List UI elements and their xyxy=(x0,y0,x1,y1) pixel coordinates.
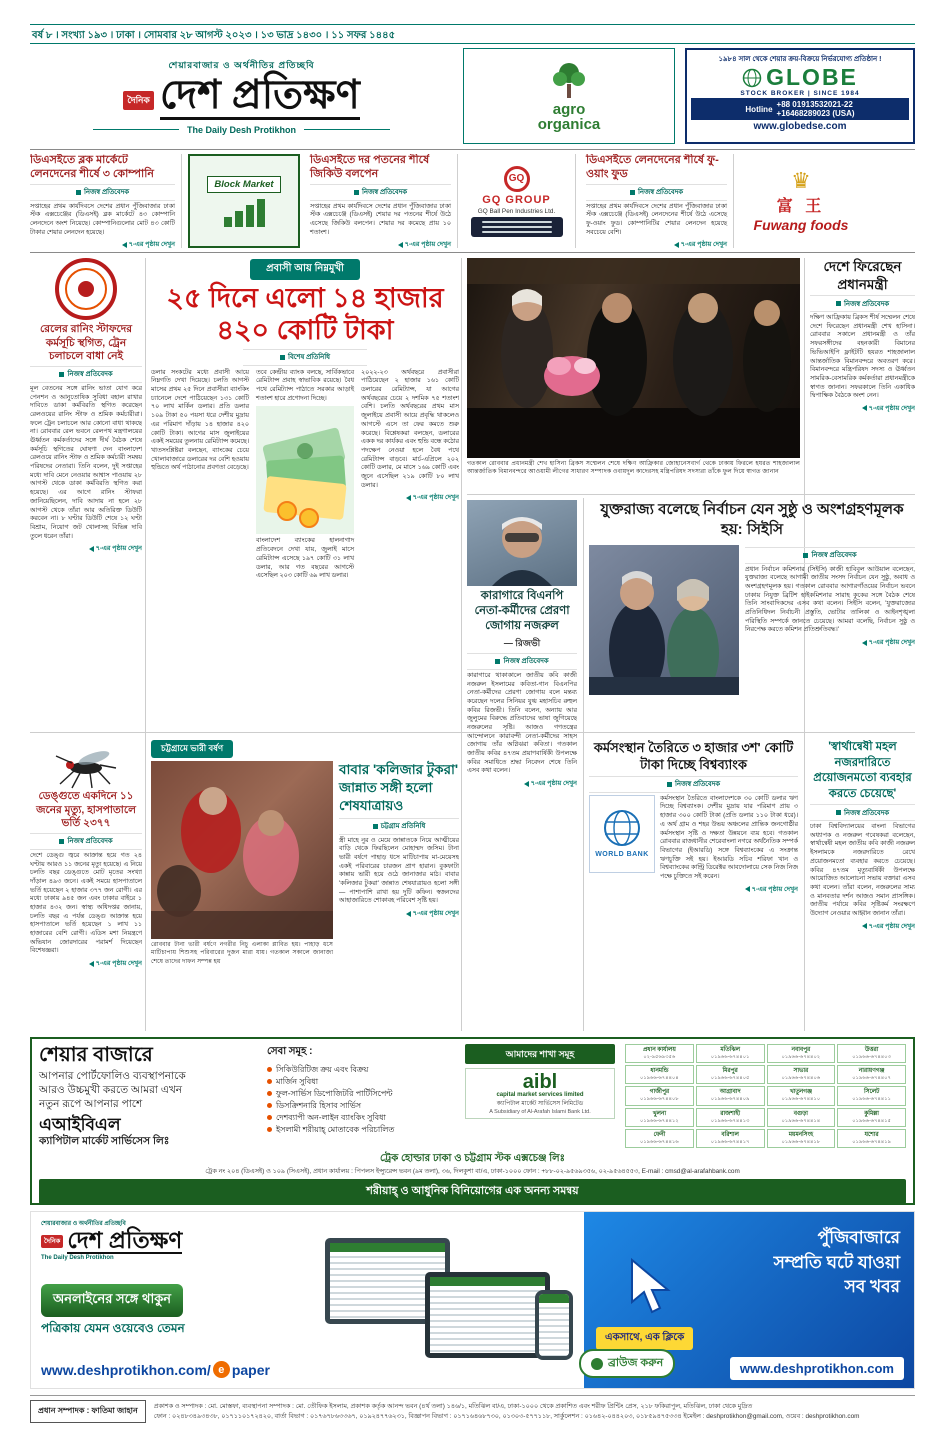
arrow-left-icon xyxy=(524,781,529,787)
services-title: সেবা সমূহ : xyxy=(267,1046,313,1057)
agro-line1: agro xyxy=(552,101,586,118)
article-headline: বাবার 'কলিজার টুকরা' জান্নাত সঙ্গী হলো শেষযাত্রায়ও xyxy=(339,762,459,814)
article-cec-uk xyxy=(589,500,915,730)
lead-body-col2b: বাংলাদেশ ব্যাংকের হালনাগাদ প্রতিবেদনে দেখা যায়, জুলাই মাসে রেমিট্যান্স এসেছে ১৯৭ কোটি ৩১ লাখ ডলার, আর গত বছরের আগস্টে এসেছিল ২০৩ কোটি ৬৯ লাখ ডলার। xyxy=(256,537,354,580)
article-pm-return xyxy=(810,258,915,490)
jump-to-page7-link[interactable]: ৭-এর পৃষ্ঠায় দেখুন xyxy=(30,239,175,248)
jump-to-page7-link[interactable]: ৭-এর পৃষ্ঠায় দেখুন xyxy=(30,958,142,969)
lead-body-col1: ডলার সংকটের মধ্যে প্রবাসী আয়ে নিম্নগতি দেখা দিয়েছে। চলতি আগস্ট মাসের প্রথম ২৫ দিনে প্রবাসীরা ব্যাংকিং চ্যানেলে দেশে পাঠিয়েছেন ১৩১ কোটি ৭০ লাখ মার্কিন ডলার। প্রতি ডলার ১০৯ টাকা ৫০ পয়সা ধরে দেশীয় মুদ্রায় এর পরিমাণ দাঁড়ায় ১৪ হাজার ৪২০ কোটি টাকা। আগের মাস জুলাইয়ের একই সময়ের তুলনায় রেমিট্যান্স কমেছে। খাতসংশ্লিষ্টরা বলছেন, ব্যাংকের চেয়ে খোলাবাজারে ডলারের দর বেশি হওয়ায় হুন্ডিতে অর্থ পাঠানোর প্রবণতা বেড়েছে। xyxy=(151,368,249,472)
article-dengue xyxy=(30,738,142,1031)
fuwang-cjk: 富 王 xyxy=(776,197,826,215)
main-editorial-area xyxy=(30,258,915,1031)
jump-to-page7-link[interactable]: ৭-এর পৃষ্ঠায় দেখুন xyxy=(586,239,727,248)
article-nazrul-surveillance xyxy=(810,740,915,1031)
branch-cell: আগ্রাবাদ ০১৯৬৬-৬৭৪৪০৯ xyxy=(696,1086,765,1105)
arrow-left-icon xyxy=(862,923,867,929)
byline: নিজস্ব প্রতিবেদক xyxy=(310,184,451,201)
bullet-icon xyxy=(267,1103,272,1108)
byline-icon xyxy=(354,190,359,195)
aibl-slogan: শরীয়াহ্ ও আধুনিক বিনিয়োগের এক অনন্য সমন্বয় xyxy=(39,1179,906,1204)
byline: নিজস্ব প্রতিবেদক xyxy=(586,184,727,201)
ad-agro-organica xyxy=(463,48,675,144)
epaper-logo: শেয়ারবাজার ও অর্থনীতির প্রতিচ্ছবি দৈনিক দেশ প্রতিক্ষণ The Daily Desh Protikhon xyxy=(41,1221,183,1261)
aibl-address: ট্রেক নং ২০৪ (ডিএসই) ও ১০৯ (সিএসই), প্রধান কার্যালয় : পিপলস ইন্স্যুরেন্স ভবন (৯ম তলা), ৩৬, দিলকুশা বা/এ, ঢাকা-১০০০ ফোন : +৮৮-০২-৯৫৬৯৩৫৬, ০২-৯৫৬৪৫৫৩, E-mail : cmsd@al-arafahbank.com xyxy=(205,1168,740,1175)
imprint-line1: প্রকাশক ও সম্পাদক : মো. মোস্তফা, ব্যবস্থাপনা সম্পাদক : মো. তৌফিক ইসলাম, প্রকাশক কর্তৃক আনন্দ ভবন (৪র্থ তলা) ১৪৬/১, মতিঝিল বা/এ, ঢাকা-১০০০ থেকে প্রকাশিত এবং শরীফ প্রিন্টিং প্রেস, ২১৮ ফকিরাপুল, মতিঝিল, ঢাকা থেকে মুদ্রিত xyxy=(153,1402,753,1410)
aibl-brand: এআইবিএল xyxy=(39,1114,121,1134)
phone-screen-graphic xyxy=(535,1290,573,1360)
branch-cell: রাজশাহী ০১৯৬৬-৬৭৪৪১৩ xyxy=(696,1108,765,1127)
brief-body: সপ্তাহের প্রথম কার্যদিবসে দেশের প্রধান পুঁজিবাজার ঢাকা স্টক এক্সচেঞ্জে (ডিএসই) লেনদেনের শীর্ষে উঠে এসেছে ফু-ওয়াং ফুড। কোম্পানিটির শেয়ার লেনদেন হয়েছে সবচেয়ে বেশি। xyxy=(586,202,727,236)
agro-line2: organica xyxy=(537,116,601,133)
pm-arrival-photo-block xyxy=(467,258,800,492)
branch-cell: উত্তরা ০১৯৬৬-৬৭৪৪০৩ xyxy=(837,1044,906,1063)
article-body: দেশে ডেঙ্গু জ্বরে আক্রান্ত হয়ে গত ২৪ ঘণ্টায় আরও ১১ জনের মৃত্যু হয়েছে। এ নিয়ে চলতি বছর ডেঙ্গুতে মোট মৃতের সংখ্যা দাঁড়াল ৪৯৩ জনে। একই সময়ে হাসপাতালে ভর্তি হয়েছেন ২ হাজার ৩৭৭ জন রোগী। এর মধ্যে ঢাকায় ৯৪৫ জন এবং ঢাকার বাইরে ১ হাজার ৪৩২ জন। স্বাস্থ্য অধিদপ্তর জানায়, চলতি বছর এ পর্যন্ত ডেঙ্গু আক্রান্ত হয়ে হাসপাতালে ভর্তি হয়েছেন ১ লাখ ১১ হাজারের বেশি রোগী। এডিস মশা নিয়ন্ত্রণে অভিযান জোরদারের পরামর্শ দিয়েছেন বিশেষজ্ঞরা। xyxy=(30,851,142,955)
brief-block-market xyxy=(30,154,182,248)
arrow-left-icon xyxy=(862,405,867,411)
brief-fuwang-top xyxy=(582,154,734,248)
bullet-icon xyxy=(267,1079,272,1084)
brief-headline: ডিএসইতে লেনদেনের শীর্ষে ফু-ওয়াং ফুড xyxy=(586,154,719,180)
service-item: ফুল-সার্ভিস ডিপোজিটরি পার্টিসিপেন্ট xyxy=(267,1088,455,1100)
lead-body-col3: ২০২২-২৩ অর্থবছরে প্রবাসীরা পাঠিয়েছেন ২ হাজার ১৬১ কোটি ডলারের রেমিট্যান্স, যা আগের অর্থবছরের চেয়ে ২ দশমিক ৭৫ শতাংশ বেশি। চলতি অর্থবছরের প্রথম মাস জুলাইয়ে প্রবাসী আয়ে প্রবৃদ্ধি থাকলেও আগস্টে এসে তা ফের কমতে শুরু করেছে। বিশ্লেষকরা বলছেন, ডলারের একক দর কার্যকর এবং হুন্ডি বন্ধে কঠোর পদক্ষেপ নেওয়া হলে বৈধ পথে রেমিট্যান্স বাড়বে। মার্চ-এপ্রিলে ২০২ কোটি ডলার, মে মাসে ১৬৯ কোটি এবং জুনে এসেছিল ২১৯ কোটি ৮০ লাখ ডলার। xyxy=(361,368,459,489)
chief-editor-box: প্রধান সম্পাদক : ফাতিমা জাহান xyxy=(30,1400,146,1423)
byline-icon xyxy=(59,372,64,377)
stay-online-banner: অনলাইনের সঙ্গে থাকুন xyxy=(41,1284,183,1317)
article-world-bank-loan xyxy=(589,740,798,1031)
jump-to-page7-link[interactable]: ৭-এর পৃষ্ঠায় দেখুন xyxy=(310,239,451,248)
byline-icon xyxy=(495,659,500,664)
branch-cell: বগুড়া ০১৯৬৬-৬৭৪৪১৪ xyxy=(767,1108,836,1127)
jump-to-page7-link[interactable]: ৭-এর পৃষ্ঠায় দেখুন xyxy=(745,637,915,648)
bullet-icon xyxy=(267,1067,272,1072)
byline-icon xyxy=(667,782,672,787)
arrow-left-icon xyxy=(674,242,679,248)
jump-to-page7-link[interactable]: ৭-এর পৃষ্ঠায় দেখুন xyxy=(361,492,459,503)
brief-body: সপ্তাহের প্রথম কার্যদিবসে দেশের প্রধান পুঁজিবাজার ঢাকা স্টক এক্সচেঞ্জের (ডিএসই) ব্লক মার্কেটে ৪৩ কোম্পানি লেনদেনে অংশ নিয়েছে। কোম্পানিগুলোর মোট ৪৩ কোটি টাকার শেয়ার লেনদেন হয়েছে। xyxy=(30,202,175,236)
daily-badge: দৈনিক xyxy=(123,91,154,110)
byline: নিজস্ব প্রতিবেদক xyxy=(467,653,577,670)
branch-cell: বরিশাল ০১৯৬৬-৬৭৪৪১৭ xyxy=(696,1129,765,1148)
pm-photo-caption: গতকাল রোববার প্রধানমন্ত্রী শেখ হাসিনা ব্রিকস সম্মেলন শেষে দক্ষিণ আফ্রিকার জোহানেসবার্গ থেকে ঢাকায় ফিরলে হযরত শাহজালাল আন্তর্জাতিক বিমানবন্দরে আওয়ামী লীগের সাধারণ সম্পাদক ওবায়দুল কাদেরসহ মন্ত্রিপরিষদ সদস্যরা তাঁকে ফুল দিয়ে স্বাগত জানান xyxy=(467,460,800,476)
photo-caption: রোববার টানা ভারী বর্ষণে নগরীর নিচু এলাকা প্লাবিত হয়। পাহাড় ধসে মাটিচাপায় শিশুসহ পরিবারের দুজন মারা যায়। গতকাল সকালে জানাজা শেষে তাদের দাফন সম্পন্ন হয় xyxy=(151,941,333,965)
article-remittance-lead xyxy=(151,258,459,728)
devices-montage xyxy=(325,1220,580,1380)
gq-subtitle: GQ Ball Pen Industries Ltd. xyxy=(477,207,556,215)
brief-headline: ডিএসইতে দর পতনের শীর্ষে জিকিউ বলপেন xyxy=(310,154,430,180)
article-headline: কর্মসংস্থান তৈরিতে ৩ হাজার ৩শ' কোটি টাকা দিচ্ছে বিশ্বব্যাংক xyxy=(593,740,794,772)
byline: নিজস্ব প্রতিবেদক xyxy=(745,547,915,564)
epaper-title: দেশ প্রতিক্ষণ xyxy=(67,1227,183,1253)
branch-cell: খুলনা ০১৯৬৬-৬৭৪৪১২ xyxy=(625,1108,694,1127)
ad-epaper xyxy=(30,1211,915,1389)
article-headline: ডেঙ্গুতে একদিনে ১১ জনের মৃত্যু, হাসপাতালে ভর্তি ২৩৭৭ xyxy=(36,790,136,830)
cec-meeting-photo xyxy=(589,545,739,695)
aibl-sub1: আপনার পোর্টফোলিও ব্যবস্থাপনাকে xyxy=(39,1070,186,1082)
gq-brand: GQ GROUP xyxy=(482,193,551,206)
one-click-badge: একসাথে, এক ক্লিকে xyxy=(596,1327,693,1350)
epaper-right-line3: সব খবর xyxy=(844,1277,900,1297)
byline: নিজস্ব প্রতিবেদক xyxy=(30,184,175,201)
byline-icon xyxy=(836,301,841,306)
aibl-sub3: নতুন রূপে আপনার পাশে xyxy=(39,1098,143,1111)
money-photo xyxy=(256,406,354,534)
byline: বিশেষ প্রতিনিধি xyxy=(243,349,366,366)
rizvi-portrait-photo xyxy=(467,500,577,586)
branch-cell: প্রধান কার্যালয় ০২-৯৫৬৯৩৫৬ xyxy=(625,1044,694,1063)
article-body: কর্মসংস্থান তৈরিতে বাংলাদেশকে ৩০ কোটি ডলার ঋণ দিচ্ছে বিশ্বব্যাংক। দেশীয় মুদ্রায় যার পরিমাণ প্রায় ৩ হাজার ৩০০ কোটি টাকা (প্রতি ডলার ১১০ টাকা ধরে)। এ অর্থ গ্রাম ও শহর উভয় অঞ্চলের প্রান্তিক জনগোষ্ঠীর কর্মসংস্থান সৃষ্টি ও দক্ষতা উন্নয়নে ব্যয় হবে। গতকাল রোববার রাজধানীর শেরেবাংলা নগরে অর্থনৈতিক সম্পর্ক বিভাগের (ইআরডি) সঙ্গে বিশ্বব্যাংকের এ সংক্রান্ত ঋণচুক্তি সই হয়। ইআরডি সচিব শরিফা খান ও বিশ্বব্যাংকের কান্ট্রি ডিরেক্টর আবদোলায়ে সেক নিজ নিজ পক্ষে চুক্তিতে সই করেন। xyxy=(660,794,798,880)
lead-body-col2a: তবে কেন্দ্রীয় ব্যাংক বলছে, সার্বিকভাবে রেমিট্যান্স প্রবাহ স্বাভাবিক রয়েছে। বৈধ পথে রেমিট্যান্স পাঠাতে সরকার আড়াই শতাংশ হারে প্রণোদনা দিচ্ছে। xyxy=(256,368,354,402)
arrow-left-icon xyxy=(745,886,750,892)
branch-grid xyxy=(625,1044,906,1148)
epaper-right-line1: পুঁজিবাজারে xyxy=(817,1228,900,1247)
flood-grief-photo xyxy=(151,761,333,939)
article-body: স্ত্রী মাহে নুর ও মেয়ে জান্নাতকে নিয়ে আত্মীয়ের বাড়ি থেকে ফিরছিলেন মোহাম্মদ জসিম। টানা ভারী বর্ষণে পাহাড় ধসে মাটিচাপায় মা-মেয়েসহ একই পরিবারের চারজন প্রাণ হারান। বুকফাটা কান্নায় ভারী হয়ে ওঠে জানাজার মাঠ। বাবার 'কলিজার টুকরা' জান্নাত শেষযাত্রায়ও হলো সঙ্গী— পাশাপাশি রাখা হয় দুটি কফিন। স্বজনদের আহাজারিতে শোকাবহ পরিবেশ সৃষ্টি হয়। xyxy=(339,836,459,905)
globe-tagline: ১৯৮৪ সাল থেকে শেয়ার ক্রয়-বিক্রয়ে নির্ভরযোগ্য প্রতিষ্ঠান ! xyxy=(718,56,882,63)
jump-to-page7-link[interactable]: ৭-এর পৃষ্ঠায় দেখুন xyxy=(589,884,798,895)
arrow-left-icon xyxy=(398,242,403,248)
article-body: প্রধান নির্বাচন কমিশনার (সিইসি) কাজী হাবিবুল আউয়াল বলেছেন, যুক্তরাজ্য বলেছে আগামী জাতীয় সংসদ নির্বাচন যেন সুষ্ঠু, অবাধ ও অংশগ্রহণমূলক হয়। গতকাল রোববার আগারগাঁওয়ের নির্বাচন ভবনে ঢাকায় নিযুক্ত ব্রিটিশ হাইকমিশনার সারাহ কুকের সঙ্গে বৈঠক শেষে তিনি সাংবাদিকদের এসব কথা বলেন। সিইসি বলেন, 'যুক্তরাজ্যের প্রতিনিধিদল নির্বাচনী প্রস্তুতি, ভোটার তালিকা ও আইনশৃঙ্খলা পরিস্থিতি সম্পর্কে জানতে চেয়েছে। আমরা বলেছি, নির্বাচন সুষ্ঠু ও নিরপেক্ষ করতে কমিশন প্রতিশ্রুতিবদ্ধ।' xyxy=(745,565,915,634)
browse-button[interactable]: ব্রাউজ করুন xyxy=(579,1349,675,1378)
branch-cell: যশোর ০১৯৬৬-৬৭৪৪১৯ xyxy=(837,1129,906,1148)
aibl-brand-sub: ক্যাপিটাল মার্কেট সার্ভিসেস লিঃ xyxy=(39,1135,170,1148)
ad-globe-broker xyxy=(685,48,915,144)
article-body: কারাগারে থাকাকালে জাতীয় কবি কাজী নজরুল ইসলামের কবিতা-গান বিএনপির নেতা-কর্মীদের প্রেরণা জোগায় বলে মন্তব্য করেছেন দলের সিনিয়র যুগ্ম মহাসচিব রুহুল কবির রিজভী। তিনি বলেন, অন্যায় আর জুলুমের বিরুদ্ধে প্রতিবাদের ভাষা জুগিয়েছে নজরুলের সৃষ্টি। আজও গণতন্ত্রের আন্দোলনে কারাবন্দী নেতা-কর্মীদের সাহস জোগায় তাঁর অগ্নিঝরা কবিতা। গতকাল জাতীয় কবির ৪৭তম প্রয়াণবার্ষিকী উপলক্ষে কবির সমাধিতে শ্রদ্ধা নিবেদন শেষে তিনি এসব কথা বলেন। xyxy=(467,671,577,775)
masthead-row xyxy=(30,48,915,144)
fuwang-brand: Fuwang foods xyxy=(753,216,849,233)
branch-cell: খাতুনগঞ্জ ০১৯৬৬-৬৭৪৪১০ xyxy=(767,1086,836,1105)
epaper-url-link[interactable]: www.deshprotikhon.com/ e paper xyxy=(41,1361,270,1378)
byline: চট্টগ্রাম প্রতিনিধি xyxy=(339,818,459,835)
article-rizvi-nazrul xyxy=(467,500,577,1031)
imprint-footer xyxy=(30,1395,915,1423)
article-headline: কারাগারে বিএনপি নেতা-কর্মীদের প্রেরণা জোগায় নজরুল xyxy=(474,590,570,632)
service-item: দেশব্যাপী অন-লাইন ব্যাংকিং সুবিধা xyxy=(267,1112,455,1124)
arrow-left-icon xyxy=(406,911,411,917)
lead-headline: ২৫ দিনে এলো ১৪ হাজার ৪২০ কোটি টাকা xyxy=(166,283,444,345)
arrow-left-icon xyxy=(122,242,127,248)
branch-cell: মিরপুর ০১৯৬৬-৬৭৪৪০৫ xyxy=(696,1065,765,1084)
byline: নিজস্ব প্রতিবেদক xyxy=(30,366,142,383)
kicker-badge: চট্টগ্রামে ভারী বর্ষণ xyxy=(151,740,233,758)
jump-to-page7-link[interactable]: ৭-এর পৃষ্ঠায় দেখুন xyxy=(467,778,577,789)
article-chattogram-rain xyxy=(151,738,459,1031)
e-circle-icon: e xyxy=(213,1361,230,1378)
briefs-row xyxy=(30,149,915,253)
branch-cell: নারায়ণগঞ্জ ০১৯৬৬-৬৭৪৪০৭ xyxy=(837,1065,906,1084)
newspaper-title: দেশ প্রতিক্ষণ xyxy=(160,75,360,120)
website-url-link[interactable]: www.deshprotikhon.com xyxy=(730,1357,904,1380)
arrow-left-icon xyxy=(406,495,411,501)
laptop-screen-graphic xyxy=(425,1272,550,1358)
arrow-left-icon xyxy=(89,961,94,967)
aibl-heading: শেয়ার বাজারে xyxy=(39,1044,153,1066)
byline: নিজস্ব প্রতিবেদক xyxy=(810,295,915,312)
branches-title: আমাদের শাখা সমূহ xyxy=(465,1044,615,1064)
crown-icon: ♛ xyxy=(791,167,811,193)
pen-box-image xyxy=(471,217,563,237)
jump-to-page7-link[interactable]: ৭-এর পৃষ্ঠায় দেখুন xyxy=(810,921,915,932)
gq-logo-icon: GQ xyxy=(504,166,530,192)
globe-phone-1: +88 01913532021-22 xyxy=(776,100,853,109)
aibl-logo: aibl capital market services limited ক্যাপিটাল মার্কেট সার্ভিসেস লিমিটেড A Subsidiary of Al-Arafah Islami Bank Ltd. xyxy=(465,1068,615,1119)
arrow-left-icon xyxy=(862,640,867,646)
byline: নিজস্ব প্রতিবেদক xyxy=(30,833,142,850)
jump-to-page7-link[interactable]: ৭-এর পৃষ্ঠায় দেখুন xyxy=(810,403,915,414)
kicker-badge: প্রবাসী আয় নিম্নমুখী xyxy=(250,259,360,280)
globe-brand: GLOBE xyxy=(766,64,858,90)
epaper-left-panel xyxy=(31,1212,584,1388)
byline-icon xyxy=(836,810,841,815)
bullet-icon xyxy=(267,1115,272,1120)
attribution: — রিজভী xyxy=(503,637,541,648)
byline-icon xyxy=(280,355,285,360)
daily-badge: দৈনিক xyxy=(41,1235,63,1248)
ad-aibl-capital-market xyxy=(30,1037,915,1205)
jump-to-page7-link[interactable]: ৭-এর পৃষ্ঠায় দেখুন xyxy=(339,908,459,919)
browse-icon xyxy=(591,1358,603,1370)
block-market-label: Block Market xyxy=(207,176,280,193)
branch-cell: ফেনী ০১৯৬৬-৬৭৪৪১৬ xyxy=(625,1129,694,1148)
world-bank-globe-icon xyxy=(602,808,642,848)
dateline: বর্ষ ৮ । সংখ্যা ১৯৩ । ঢাকা । সোমবার ২৮ আগস্ট ২০২৩ । ১৩ ভাদ্র ১৪৩০ । ১১ সফর ১৪৪৫ xyxy=(30,24,915,44)
pm-arrival-photo xyxy=(467,258,800,458)
service-item: ইসলামী শরীয়াহ্ মোতাবেক পরিচালিত xyxy=(267,1124,455,1136)
branch-cell: ধানমন্ডি ০১৯৬৬-৬৭৪৪০৪ xyxy=(625,1065,694,1084)
byline: নিজস্ব প্রতিবেদক xyxy=(589,776,798,793)
block-market-image xyxy=(188,154,300,248)
byline-icon xyxy=(630,190,635,195)
service-item: সিকিউরিটিজ ক্রয় এবং বিক্রয় xyxy=(267,1064,455,1076)
epaper-right-line2: সম্প্রতি ঘটে যাওয়া xyxy=(773,1252,900,1272)
globe-phone-2: +16468289023 (USA) xyxy=(776,109,855,119)
bullet-icon xyxy=(267,1091,272,1096)
service-item: ডিসক্রিশনারি হিসাব সার্ভিস xyxy=(267,1100,455,1112)
railway-crest-icon xyxy=(55,258,117,320)
branch-cell: কুমিল্লা ০১৯৬৬-৬৭৪৪১৫ xyxy=(837,1108,906,1127)
ad-gq-group xyxy=(464,154,576,248)
service-item: মার্জিন সুবিধা xyxy=(267,1076,455,1088)
bullet-icon xyxy=(267,1127,272,1132)
branch-cell: মতিঝিল ০১৯৬৬-৬৭৪৪০১ xyxy=(696,1044,765,1063)
mosquito-image xyxy=(30,738,142,790)
masthead xyxy=(30,48,453,144)
globe-icon xyxy=(742,68,762,88)
byline-icon xyxy=(803,553,808,558)
masthead-subtitle: The Daily Desh Protikhon xyxy=(186,124,297,135)
globe-website-link[interactable]: www.globedse.com xyxy=(753,121,847,133)
brief-headline: ডিএসইতে ব্লক মার্কেটে লেনদেনের শীর্ষে ৩ কোম্পানি xyxy=(30,154,154,180)
branch-cell: সিলেট ০১৯৬৬-৬৭৪৪১১ xyxy=(837,1086,906,1105)
jump-to-page7-link[interactable]: ৭-এর পৃষ্ঠায় দেখুন xyxy=(30,543,142,554)
byline-icon xyxy=(373,824,378,829)
article-headline: 'স্বার্থান্বেষী মহল নজরদারিতে প্রয়োজনমতো ব্যবহার করতে চেয়েছে' xyxy=(813,741,912,800)
trek-holder-line: ট্রেক হোল্ডার ঢাকা ও চট্টগ্রাম স্টক এক্সচেঞ্জ লিঃ xyxy=(380,1153,565,1164)
arrow-left-icon xyxy=(89,546,94,552)
epaper-line2: পত্রিকায় যেমন ওয়েবেও তেমন xyxy=(41,1321,185,1335)
byline-icon xyxy=(59,839,64,844)
brief-body: সপ্তাহের প্রথম কার্যদিবসে দেশের প্রধান পুঁজিবাজার ঢাকা স্টক এক্সচেঞ্জে (ডিএসই) শেয়ার দর পতনের শীর্ষে উঠে এসেছে জিকিউ বলপেন। শেয়ার দর কমেছে প্রায় ১০ শতাংশ। xyxy=(310,202,451,236)
branch-cell: ময়মনসিংহ ০১৯৬৬-৬৭৪৪১৮ xyxy=(767,1129,836,1148)
tree-icon xyxy=(548,60,590,100)
imprint-line2: ফোন : ০২৪৮৩৪৯৩৪৩৮, ০১৭১১০১৭২৪২০, বার্তা বিভাগ : ০১৭৬৭৮৬৩৩৬৭, ০১৯২৪৭৭৬২৩১, বিজ্ঞাপন বিভাগ : ০১৭১৬৪৬৮৭৩০, ০১৩০৩-৫৭৭১১৮, সার্কুলেশন : ০১৬৪২-০৪৪২০৩, ০১৮৫৯৪৭৫৩৩৪ ইমেইল : deshprotikhon@gmail.com, ওয়েব : deshprotikhon.com xyxy=(153,1412,860,1420)
article-headline: দেশে ফিরেছেন প্রধানমন্ত্রী xyxy=(823,259,902,292)
brief-gq-fall xyxy=(306,154,458,248)
branch-cell: সাভার ০১৯৬৬-৬৭৪৪০৬ xyxy=(767,1065,836,1084)
world-bank-logo: WORLD BANK xyxy=(589,795,655,873)
ad-fuwang-foods xyxy=(740,154,862,248)
branch-cell: নবাবপুর ০১৯৬৬-৬৭৪৪০২ xyxy=(767,1044,836,1063)
globe-subtitle: STOCK BROKER | SINCE 1984 xyxy=(740,90,860,97)
article-body: ঢাকা বিশ্ববিদ্যালয়ের বাংলা বিভাগের অধ্যাপক ও নজরুল গবেষকরা বলেছেন, স্বার্থান্বেষী মহল জাতীয় কবি কাজী নজরুল ইসলামকে নজরদারিতে রেখে প্রয়োজনমতো ব্যবহার করতে চেয়েছে। কবির ৪৭তম মৃত্যুবার্ষিকী উপলক্ষে আয়োজিত আলোচনা সভায় বক্তারা এসব কথা বলেন। তাঁরা বলেন, নজরুলের সাম্য ও মানবতার দর্শন আজও সমান প্রাসঙ্গিক। জাতীয় পর্যায়ে কবির সৃষ্টিকর্ম সংরক্ষণে উদ্যোগ নেওয়ার আহ্বান জানান তাঁরা। xyxy=(810,823,915,917)
article-headline: যুক্তরাজ্য বলেছে নির্বাচন যেন সুষ্ঠু ও অংশগ্রহণমূলক হয়: সিইসি xyxy=(600,501,904,539)
bar-chart-icon xyxy=(224,197,265,227)
article-headline: রেলের রানিং স্টাফদের কর্মসূচি স্থগিত, ট্রেন চলাচলে বাধা নেই xyxy=(39,323,133,363)
aibl-sub2: আরও উচ্চমুখী করতে আমরা এখন xyxy=(39,1084,183,1097)
globe-hotline: Hotline +88 01913532021-22 +16468289023 (USA) xyxy=(691,98,909,120)
byline: নিজস্ব প্রতিবেদক xyxy=(810,804,915,821)
byline-icon xyxy=(76,190,81,195)
article-body: মূল বেতনের সঙ্গে রানিং ভাতা যোগ করে পেনশন ও আনুতোষিক সুবিধা বহাল রাখার দাবিতে ডাকা কর্মবিরতি স্থগিত করেছেন রেলওয়ের রানিং স্টাফ ও শ্রমিক কর্মচারীরা। ফলে ট্রেন চলাচলে আর কোনো বাধা থাকছে না। রোববার রেল ভবনে রেলপথ মন্ত্রণালয়ের ঊর্ধ্বতন কর্মকর্তাদের সঙ্গে দীর্ঘ বৈঠক শেষে কর্মসূচি স্থগিতের ঘোষণা দেন বাংলাদেশ রেলওয়ে রানিং স্টাফ ও শ্রমিক কর্মচারী সমন্বয় পরিষদের নেতারা। তিনি বলেন, দুই সপ্তাহের মধ্যে দাবি মেনে নেওয়ার আশ্বাস পাওয়ায় ২৮ আগস্ট থেকে ডাকা কর্মবিরতি স্থগিত করা হয়েছে। এর আগে রানিং স্টাফরা জানিয়েছিলেন, দাবি আদায় না হলে ২৮ আগস্ট থেকে তাঁরা আর অতিরিক্ত ডিউটি করবেন না। ৮ ঘণ্টার ডিউটি শেষে ১২ ঘণ্টা বিশ্রাম, নিয়োগ জট খোলাসহ বিভিন্ন দাবি তুলে ধরেন তাঁরা। xyxy=(30,384,142,540)
branch-cell: গাজীপুর ০১৯৬৬-৬৭৪৪০৮ xyxy=(625,1086,694,1105)
hand-cursor-icon xyxy=(624,1258,678,1320)
article-body: দক্ষিণ আফ্রিকায় ব্রিকস শীর্ষ সম্মেলন শেষে দেশে ফিরেছেন প্রধানমন্ত্রী শেখ হাসিনা। রোববার সকালে প্রধানমন্ত্রী ও তাঁর সফরসঙ্গীদের বহনকারী বিমানের ভিভিআইপি ফ্লাইটটি হযরত শাহজালাল আন্তর্জাতিক বিমানবন্দরে অবতরণ করে। বিমানবন্দরে মন্ত্রিপরিষদ সদস্য ও ঊর্ধ্বতন সামরিক-বেসামরিক কর্মকর্তারা প্রধানমন্ত্রীকে স্বাগত জানান। সফরকালে তিনি একাধিক দ্বিপাক্ষিক বৈঠকে অংশ নেন। xyxy=(810,314,915,400)
masthead-tagline: শেয়ারবাজার ও অর্থনীতির প্রতিচ্ছবি xyxy=(168,59,315,70)
article-rail-strike xyxy=(30,258,142,728)
